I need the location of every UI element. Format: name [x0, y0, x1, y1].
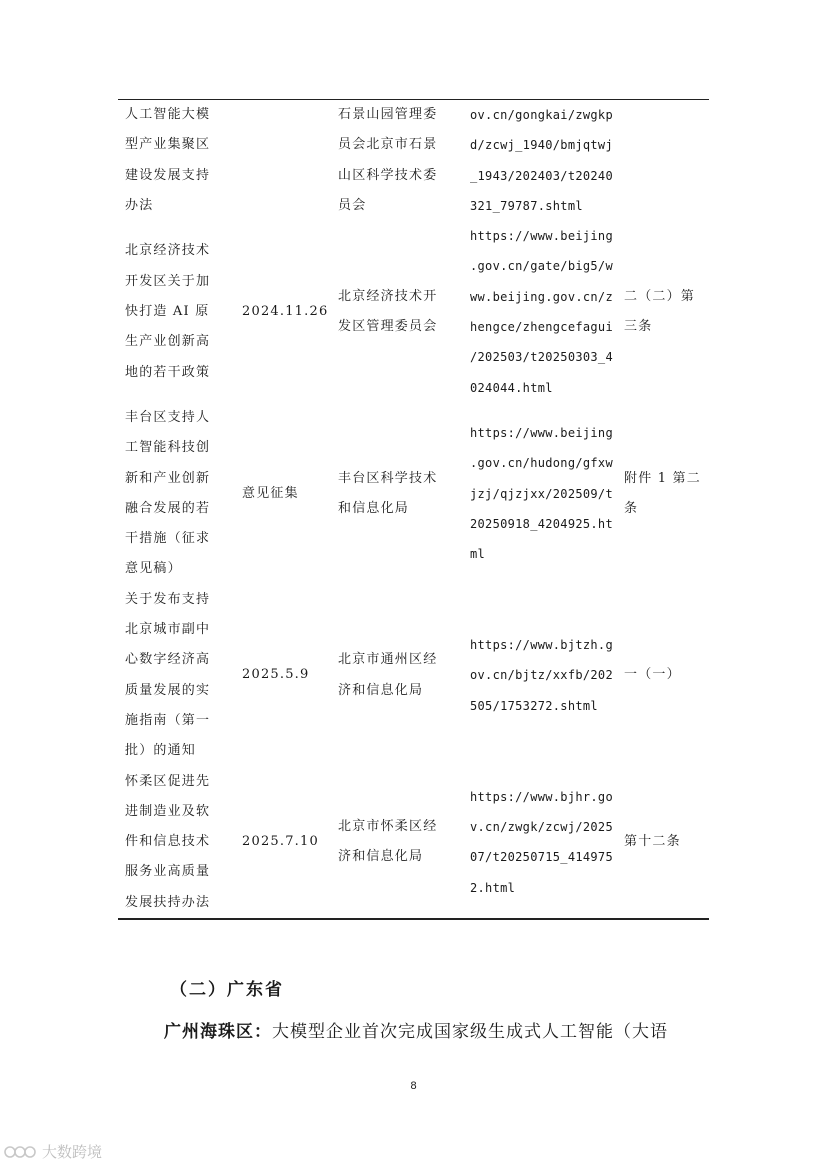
cell-name-line: 丰台区支持人 [125, 409, 211, 425]
cell-link-line: _1943/202403/t20240 [470, 168, 613, 183]
cell-name-line: 关于发布支持 [125, 591, 211, 607]
cell-dept [334, 403, 464, 585]
table-row [118, 403, 709, 585]
watermark [4, 1141, 102, 1162]
cell-link-line: d/zcwj_1940/bmjqtwj [470, 138, 613, 153]
cell-link [464, 585, 618, 767]
cell-link-line: https://www.beijing [470, 229, 613, 244]
cell-dept-line: 济和信息化局 [338, 849, 424, 865]
cell-link-line: .gov.cn/gate/big5/w [470, 259, 613, 274]
cell-clause [618, 585, 709, 767]
cell-clause-text: 一（一） [624, 667, 681, 683]
cell-link-line: https://www.beijing [470, 426, 613, 441]
cell-link-line: 024044.html [470, 380, 553, 395]
table-row [118, 585, 709, 767]
cell-clause [618, 403, 709, 585]
cell-dept-line: 员会 [338, 197, 367, 213]
cell-name-line: 怀柔区促进先 [125, 773, 211, 789]
cell-name-line: 批）的通知 [125, 743, 197, 759]
cell-clause [618, 221, 709, 403]
cell-dept-line: 北京市通州区经 [338, 652, 438, 668]
cell-link-line: 505/1753272.shtml [470, 698, 598, 713]
cell-dept-line: 北京经济技术开 [338, 288, 438, 304]
cell-link-line: v.cn/zwgk/zcwj/2025 [470, 819, 613, 834]
cell-name-line: 意见稿） [125, 561, 182, 577]
cell-name-line: 施指南（第一 [125, 712, 211, 728]
cell-link-line: ov.cn/gongkai/zwgkp [470, 108, 613, 122]
cell-name-line: 进制造业及软 [125, 803, 211, 819]
cell-name [118, 100, 236, 221]
cell-link [464, 403, 618, 585]
cell-name-line: 北京经济技术 [125, 243, 211, 259]
cell-clause-text: 第十二条 [624, 834, 681, 850]
cell-link-line: 321_79787.shtml [470, 198, 583, 213]
cell-date [236, 403, 334, 585]
cell-link-line: https://www.bjhr.go [470, 789, 613, 804]
paragraph-lead: 广州海珠区： [164, 1022, 272, 1042]
cell-link-line: ov.cn/bjtz/xxfb/202 [470, 668, 613, 683]
cell-link-line: 20250918_4204925.ht [470, 517, 613, 531]
cell-name-line: 服务业高质量 [125, 864, 211, 880]
cell-dept [334, 100, 464, 221]
cell-name-line: 人工智能大模 [125, 107, 211, 122]
cell-name-line: 地的若干政策 [125, 364, 211, 380]
table-body [118, 100, 709, 918]
cell-name [118, 403, 236, 585]
cell-date-text: 意见征集 [242, 485, 299, 501]
section-heading: （二）广东省 [170, 980, 284, 1000]
cell-date [236, 100, 334, 221]
cell-name-line: 发展扶持办法 [125, 894, 211, 910]
table-row [118, 767, 709, 918]
cell-dept [334, 585, 464, 767]
section-paragraph [164, 1017, 668, 1042]
cell-date [236, 221, 334, 403]
cell-name-line: 融合发展的若 [125, 500, 211, 516]
cell-dept-line: 发区管理委员会 [338, 319, 438, 335]
cell-name-line: 质量发展的实 [125, 682, 211, 698]
cell-name [118, 767, 236, 918]
cell-clause-text: 附件 1 第二条 [624, 470, 701, 516]
cell-date-text: 2025.5.9 [242, 667, 310, 683]
cell-link-line: /202503/t20250303_4 [470, 350, 613, 365]
cell-name-line: 开发区关于加 [125, 273, 211, 289]
cell-name-line: 工智能科技创 [125, 440, 211, 456]
cell-link-line: 2.html [470, 880, 516, 895]
watermark-text: 大数跨境 [42, 1143, 103, 1161]
policy-table [118, 99, 709, 920]
cell-name-line: 件和信息技术 [125, 834, 211, 850]
cell-link-line: https://www.bjtzh.g [470, 638, 613, 653]
cell-link-line: 07/t20250715_414975 [470, 850, 613, 865]
cell-dept-line: 北京市怀柔区经 [338, 818, 438, 834]
cell-name-line: 新和产业创新 [125, 470, 211, 486]
cell-link-line: ml [470, 547, 486, 562]
cell-name-line: 生产业创新高 [125, 334, 211, 350]
paragraph-text: 大模型企业首次完成国家级生成式人工智能（大语 [272, 1022, 668, 1042]
table-row [118, 100, 709, 221]
cell-name-line: 快打造 AI 原 [125, 303, 210, 319]
cell-link-line: .gov.cn/hudong/gfxw [470, 456, 613, 471]
cell-link-line: jzj/qjzjxx/202509/t [470, 486, 613, 501]
cell-dept-line: 丰台区科学技术 [338, 470, 438, 486]
cell-link-line: ww.beijing.gov.cn/z [470, 289, 613, 304]
cell-name-line: 办法 [125, 197, 154, 213]
cell-dept-line: 员会北京市石景 [338, 137, 438, 153]
cell-link-line: hengce/zhengcefagui [470, 320, 613, 335]
cell-date-text: 2024.11.26 [242, 303, 329, 319]
cell-dept-line: 石景山园管理委 [338, 107, 438, 122]
cell-dept-line: 和信息化局 [338, 500, 410, 516]
table-row [118, 221, 709, 403]
cell-dept [334, 221, 464, 403]
cell-name [118, 221, 236, 403]
cell-dept-line: 山区科学技术委 [338, 167, 438, 183]
cell-clause [618, 100, 709, 221]
brand-logo-icon [4, 1143, 38, 1161]
cell-name-line: 建设发展支持 [125, 167, 211, 183]
cell-date [236, 585, 334, 767]
cell-link [464, 767, 618, 918]
cell-name-line: 北京城市副中 [125, 622, 211, 638]
page-number: 8 [410, 1080, 417, 1092]
cell-name-line: 型产业集聚区 [125, 137, 211, 153]
cell-date-text: 2025.7.10 [242, 834, 319, 850]
cell-link [464, 100, 618, 221]
cell-name-line: 干措施（征求 [125, 531, 211, 547]
cell-clause-text: 二（二）第三条 [624, 288, 696, 335]
cell-link [464, 221, 618, 403]
cell-date [236, 767, 334, 918]
cell-name [118, 585, 236, 767]
cell-dept-line: 济和信息化局 [338, 682, 424, 698]
cell-dept [334, 767, 464, 918]
cell-clause [618, 767, 709, 918]
cell-name-line: 心数字经济高 [125, 652, 211, 668]
